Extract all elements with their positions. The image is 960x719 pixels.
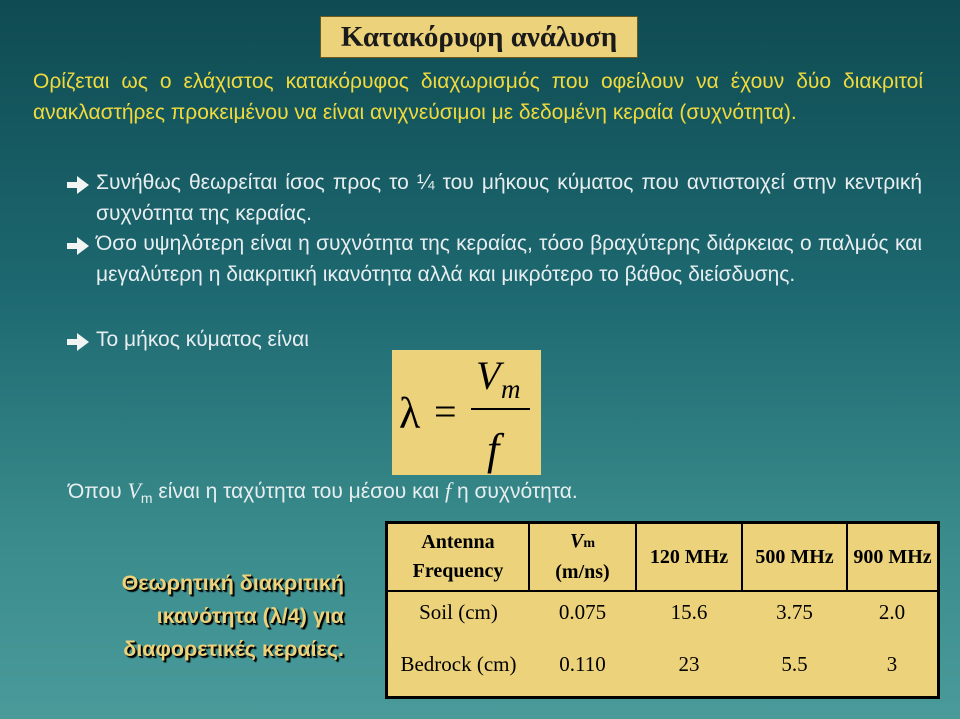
arrow-right-icon — [66, 236, 90, 256]
cell-900mhz: 3 — [886, 651, 898, 676]
cell-500mhz: 3.75 — [776, 599, 813, 624]
cell-120mhz: 23 — [678, 651, 700, 676]
cell-900mhz: 2.0 — [878, 599, 906, 624]
bullet-2: Όσο υψηλότερη είναι η συχνότητα της κεραίας, τόσο βραχύτερης διάρκειας ο παλμός και μεγαλύτερη η διακριτική ικανότητα αλλά και μικρότερο το βάθος διείσδυσης. — [96, 232, 922, 286]
formula-numerator-sub: m — [501, 374, 521, 404]
table-row — [387, 632, 939, 698]
where-prefix: Όπου — [68, 480, 128, 503]
cell-120mhz: 15.6 — [670, 599, 708, 624]
wavelength-formula — [392, 350, 541, 475]
page-title: Κατακόρυφη ανάλυση — [340, 20, 618, 53]
row-label: Soil (cm) — [419, 599, 498, 624]
formula-numerator: V — [476, 353, 501, 398]
table-header-row — [387, 523, 939, 592]
header-900mhz: 900 MHz — [847, 523, 939, 592]
header-500mhz: 500 MHz — [742, 523, 847, 592]
header-vm: Vm (m/ns) — [529, 523, 636, 592]
arrow-right-icon — [66, 332, 90, 352]
formula-equals: = — [434, 389, 457, 434]
cell-vm: 0.075 — [558, 599, 607, 624]
resolution-table — [385, 521, 940, 699]
cell-vm: 0.110 — [559, 651, 606, 676]
where-suffix: η συχνότητα. — [451, 480, 578, 503]
where-middle: είναι η ταχύτητα του μέσου και — [152, 480, 445, 503]
formula-denominator: f — [487, 425, 500, 474]
bullet-3: Το μήκος κύματος είναι — [96, 328, 309, 351]
side-note: Θεωρητική διακριτική ικανότητα (λ/4) για διαφορετικές κεραίες. — [121, 571, 344, 661]
where-sentence — [68, 478, 578, 506]
header-antenna-frequency: Antenna Frequency — [387, 523, 530, 592]
where-v: V — [127, 478, 141, 503]
fraction-bar — [471, 408, 530, 410]
where-v-sub: m — [140, 490, 153, 507]
row-label: Bedrock (cm) — [400, 651, 517, 676]
bullet-1: Συνήθως θεωρείται ίσος προς το ¼ του μήκους κύματος που αντιστοιχεί στην κεντρική συχνότητα της κεραίας. — [96, 171, 922, 225]
where-f: f — [445, 478, 452, 503]
title-box — [320, 16, 638, 58]
formula-lambda: λ — [399, 389, 421, 438]
header-120mhz: 120 MHz — [636, 523, 742, 592]
table-row — [387, 591, 939, 632]
intro-paragraph: Ορίζεται ως ο ελάχιστος κατακόρυφος διαχωρισμός που οφείλουν να έχουν δύο διακριτοί ανακλαστήρες προκειμένου να είναι ανιχνεύσιμοι με δεδομένη κεραία (συχνότητα). — [33, 70, 923, 124]
cell-500mhz: 5.5 — [781, 651, 808, 676]
arrow-right-icon — [66, 175, 90, 195]
